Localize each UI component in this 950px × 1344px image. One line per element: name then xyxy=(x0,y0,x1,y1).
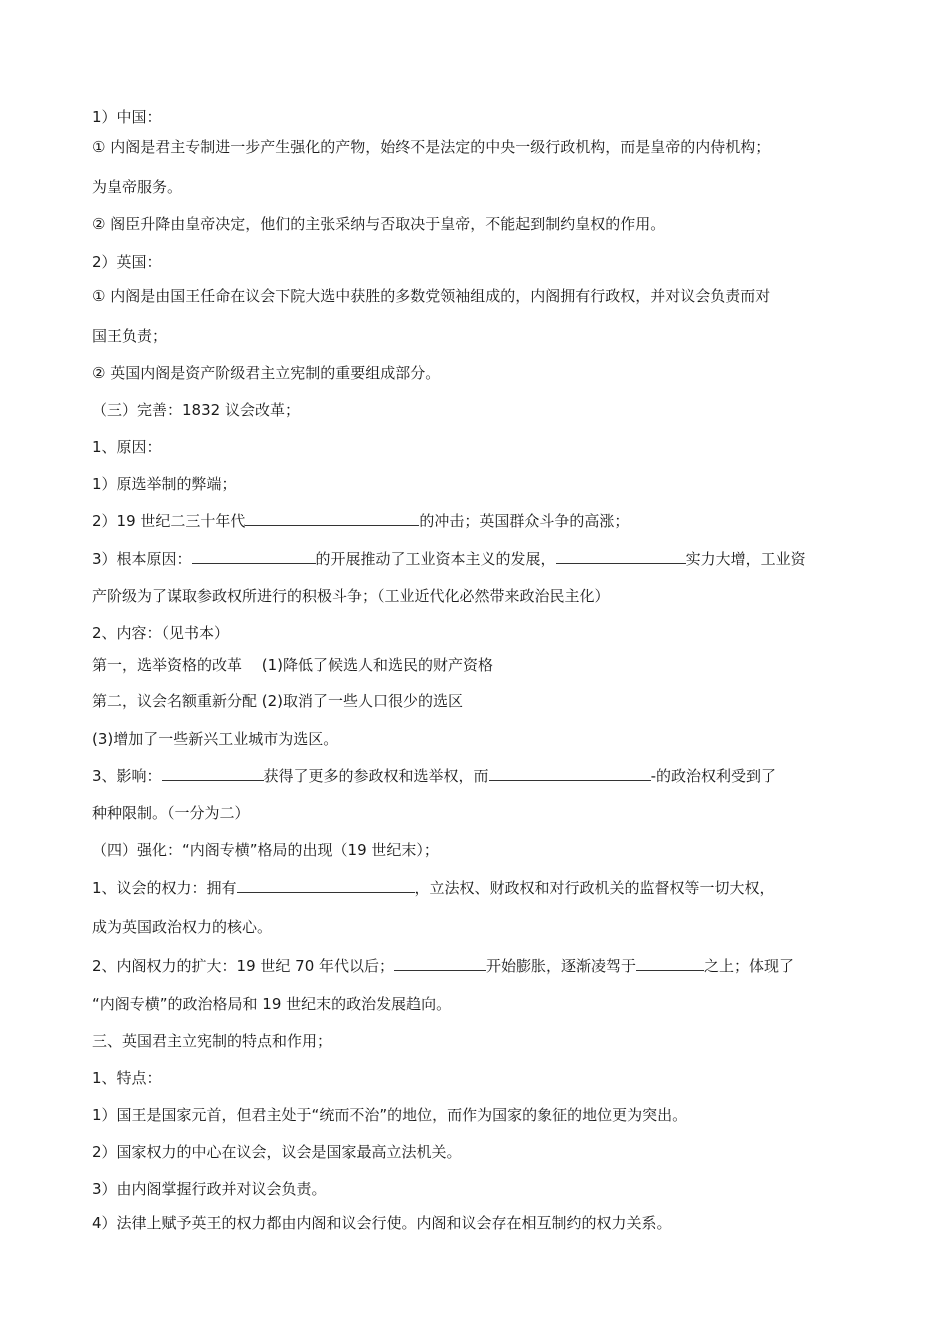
text-line: 第二，议会名额重新分配 (2)取消了一些人口很少的选区 xyxy=(92,692,464,710)
text-line: “内阁专横”的政治格局和 19 世纪末的政治发展趋向。 xyxy=(92,995,452,1013)
text-line: (3)增加了一些新兴工业城市为选区。 xyxy=(92,730,339,748)
text-line: ② 英国内阁是资产阶级君主立宪制的重要组成部分。 xyxy=(92,364,441,382)
section-heading: 三、英国君主立宪制的特点和作用； xyxy=(92,1032,333,1050)
text-line: 为皇帝服务。 xyxy=(92,178,183,196)
line-text: 之上；体现了 xyxy=(704,957,795,975)
text-line: 第一，选举资格的改革 (1)降低了候选人和选民的财产资格 xyxy=(92,656,494,674)
text-line: 2）国家权力的中心在议会，议会是国家最高立法机关。 xyxy=(92,1143,462,1161)
text-line: 国王负责； xyxy=(92,327,168,345)
line-text: 开始膨胀，逐渐凌驾于 xyxy=(486,957,637,975)
answer-blank[interactable] xyxy=(636,955,704,971)
line-text: 实力大增，工业资 xyxy=(685,550,806,568)
answer-blank[interactable] xyxy=(556,548,686,564)
line-text: 3）根本原因： xyxy=(92,550,192,568)
text-line: 2）英国： xyxy=(92,253,162,271)
line-text: 1、议会的权力：拥有 xyxy=(92,879,237,897)
text-line: 1、特点： xyxy=(92,1069,162,1087)
answer-blank[interactable] xyxy=(237,877,415,893)
section-heading: （三）完善：1832 议会改革； xyxy=(92,401,300,419)
text-line: 1）中国： xyxy=(92,108,162,126)
line-text: ，立法权、财政权和对行政机关的监督权等一切大权， xyxy=(414,879,775,897)
text-line: 1）原选举制的弊端； xyxy=(92,475,237,493)
line-text: 的开展推动了工业资本主义的发展， xyxy=(315,550,556,568)
text-line: 种种限制。（一分为二） xyxy=(92,804,250,822)
line-text: 3、影响： xyxy=(92,767,162,785)
fill-in-line xyxy=(92,955,794,975)
line-text: -的政治权利受到了 xyxy=(650,767,776,785)
fill-in-line xyxy=(92,765,776,785)
answer-blank[interactable] xyxy=(192,548,316,564)
answer-blank[interactable] xyxy=(245,510,419,526)
text-line: 3）由内阁掌握行政并对议会负责。 xyxy=(92,1180,327,1198)
fill-in-line xyxy=(92,510,629,530)
text-line: ② 阁臣升降由皇帝决定，他们的主张采纳与否取决于皇帝，不能起到制约皇权的作用。 xyxy=(92,215,666,233)
line-text: 获得了更多的参政权和选举权，而 xyxy=(263,767,489,785)
text-line: 2、内容：（见书本） xyxy=(92,624,230,642)
answer-blank[interactable] xyxy=(162,765,264,781)
answer-blank[interactable] xyxy=(394,955,486,971)
answer-blank[interactable] xyxy=(489,765,651,781)
text-line: 产阶级为了谋取参政权所进行的积极斗争；（工业近代化必然带来政治民主化） xyxy=(92,587,610,605)
line-text: 2、内阁权力的扩大：19 世纪 70 年代以后； xyxy=(92,957,395,975)
text-line: 1）国王是国家元首，但君主处于“统而不治”的地位，而作为国家的象征的地位更为突出。 xyxy=(92,1106,688,1124)
text-line: ① 内阁是君主专制进一步产生强化的产物，始终不是法定的中央一级行政机构，而是皇帝的内侍机构； xyxy=(92,138,771,156)
fill-in-line xyxy=(92,877,775,897)
text-line: 4）法律上赋予英王的权力都由内阁和议会行使。内阁和议会存在相互制约的权力关系。 xyxy=(92,1214,672,1232)
text-line: 1、原因： xyxy=(92,438,162,456)
line-text: 2）19 世纪二三十年代 xyxy=(92,512,246,530)
section-heading: （四）强化：“内阁专横”格局的出现（19 世纪末）； xyxy=(92,841,439,859)
fill-in-line xyxy=(92,548,806,568)
text-line: 成为英国政治权力的核心。 xyxy=(92,918,273,936)
text-line: ① 内阁是由国王任命在议会下院大选中获胜的多数党领袖组成的，内阁拥有行政权，并对议会负责而对 xyxy=(92,287,771,305)
line-text: 的冲击；英国群众斗争的高涨； xyxy=(419,512,630,530)
